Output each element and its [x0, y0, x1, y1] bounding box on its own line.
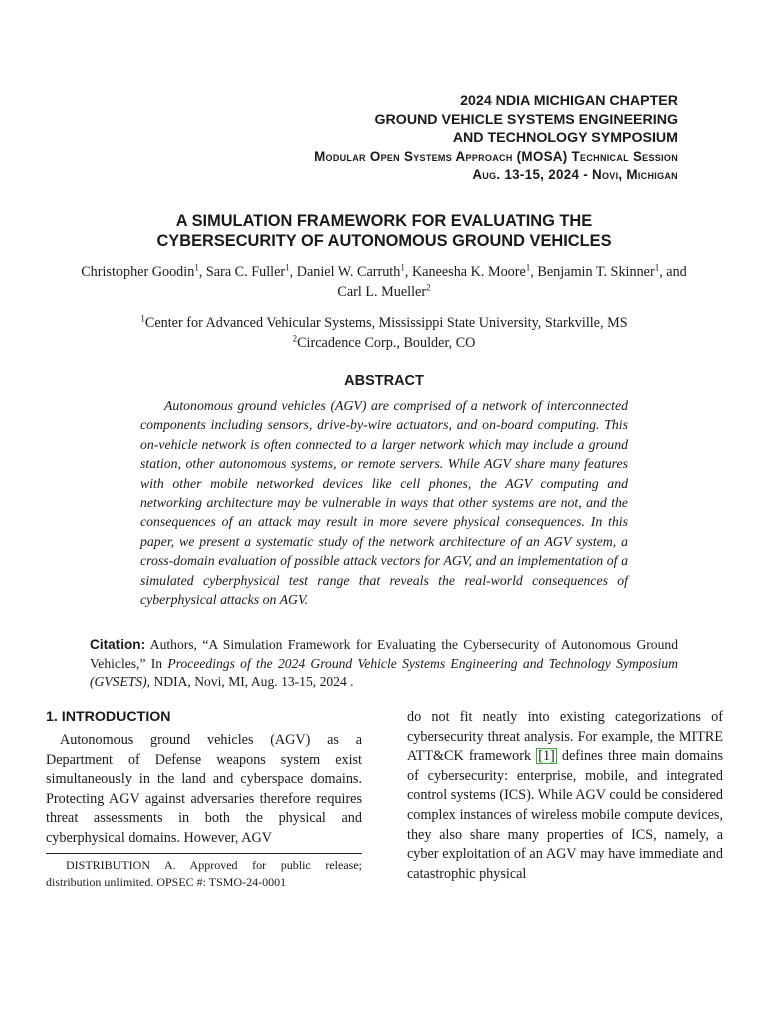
citation-text: Authors, “A Simulation Framework for Evaluating the Cybersecurity of Autonomous Ground Vehicles,” In: [90, 637, 678, 671]
footnote-divider: [46, 853, 362, 854]
citation-location: , NDIA, Novi, MI, Aug. 13-15, 2024 .: [146, 674, 354, 689]
citation-block: [90, 636, 678, 692]
distribution-footnote: DISTRIBUTION A. Approved for public release; distribution unlimited. OPSEC #: TSMO-24-0001: [46, 858, 362, 889]
citation-reference-link[interactable]: [1]: [538, 748, 555, 765]
affiliation-list: [60, 314, 708, 353]
author-list: Christopher Goodin$^1$, Sara C. Fuller$^1$, Daniel W. Carruth$^1$, Kaneesha K. Moore$^1$, Benjamin T. Skinner$^1$, and Carl L. Mueller$^2$: [81, 262, 687, 300]
header-line-session: [78, 148, 678, 167]
citation-label: Citation:: [90, 637, 146, 652]
author-name: Sara C. Fuller: [205, 264, 286, 280]
affiliation-item: [60, 334, 708, 354]
author-affiliation-mark: 1: [654, 262, 660, 273]
header-line-technology: AND TECHNOLOGY SYMPOSIUM: [452, 130, 678, 146]
affiliation-number: 2: [292, 332, 298, 343]
conference-header: [78, 92, 678, 185]
title-line-2: CYBERSECURITY OF AUTONOMOUS GROUND VEHICLES: [156, 232, 612, 250]
header-line-symposium: GROUND VEHICLE SYSTEMS ENGINEERING: [374, 111, 678, 128]
author-affiliation-mark: 1: [285, 262, 290, 273]
date-location: Aug. 13-15, 2024 - Novi, Michigan: [472, 167, 678, 182]
affiliation-number: 1: [140, 313, 145, 324]
author-affiliation-mark: 2: [426, 282, 431, 293]
author-name: Christopher Goodin: [81, 264, 195, 280]
author-name: Kaneesha K. Moore: [411, 264, 526, 280]
paper-title: [40, 211, 728, 251]
section-heading-introduction: 1. INTRODUCTION: [46, 709, 171, 725]
affiliation-item: [60, 314, 708, 334]
author-affiliation-mark: 1: [400, 262, 405, 273]
intro-text-part-2: defines three main domains of cybersecurity: enterprise, mobile, and integrated control systems (ICS). While AGV could be considered complex instances of wireless mobile compute devices, they also share many properties of ICS, namely, a cyber exploitation of an AGV may have immediate and catastrophic physical: [407, 748, 724, 882]
intro-paragraph-right: [407, 708, 723, 884]
citation-venue: Proceedings of the 2024 Ground Vehicle Systems Engineering and Technology Symposium (GVSETS): [90, 655, 678, 689]
session-name: Modular Open Systems Approach (MOSA) Technical Session: [314, 148, 678, 164]
intro-paragraph-left: Autonomous ground vehicles (AGV) as a Department of Defense weapons system exist simultaneously in the land and cyberspace domains. Protecting AGV against adversaries therefore requires threat assessments in both the physical and cyberphysical domains. However, AGV: [46, 732, 362, 846]
affiliation-text: Center for Advanced Vehicular Systems, Mississippi State University, Starkville, MS: [144, 315, 628, 331]
abstract-heading: ABSTRACT: [344, 373, 424, 389]
author-name: Carl L. Mueller: [337, 284, 427, 300]
header-line-chapter: 2024 NDIA MICHIGAN CHAPTER: [460, 93, 678, 109]
abstract-text: Autonomous ground vehicles (AGV) are comprised of a network of interconnected components including sensors, drive-by-wire actuators, and on-board computing. This on-vehicle network is often connected to a larger network which may include a ground station, other autonomous systems, or remote servers. While AGV share many features with other mobile networked devices like cell phones, the AGV computing and networking architecture may be vulnerable in ways that other systems are not, and the consequences of an attack may result in more severe physical consequences. In this paper, we present a systematic study of the network architecture of an AGV system, a cross-domain evaluation of possible attack vectors for AGV, and an implementation of a simulated cyberphysical test range that reveals the real-world consequences of cyberphysical attacks on AGV.: [140, 398, 628, 608]
title-line-1: A SIMULATION FRAMEWORK FOR EVALUATING THE: [175, 212, 593, 230]
author-name: Benjamin T. Skinner: [537, 264, 655, 280]
author-name: Daniel W. Carruth: [296, 264, 401, 280]
author-affiliation-mark: 1: [525, 262, 531, 273]
intro-text-part-1: do not fit neatly into existing categorizations of cybersecurity threat analysis. For example, the MITRE ATT&CK framework: [407, 709, 723, 765]
affiliation-text: Circadence Corp., Boulder, CO: [297, 334, 476, 351]
author-affiliation-mark: 1: [194, 262, 199, 273]
header-line-date: [78, 166, 678, 185]
